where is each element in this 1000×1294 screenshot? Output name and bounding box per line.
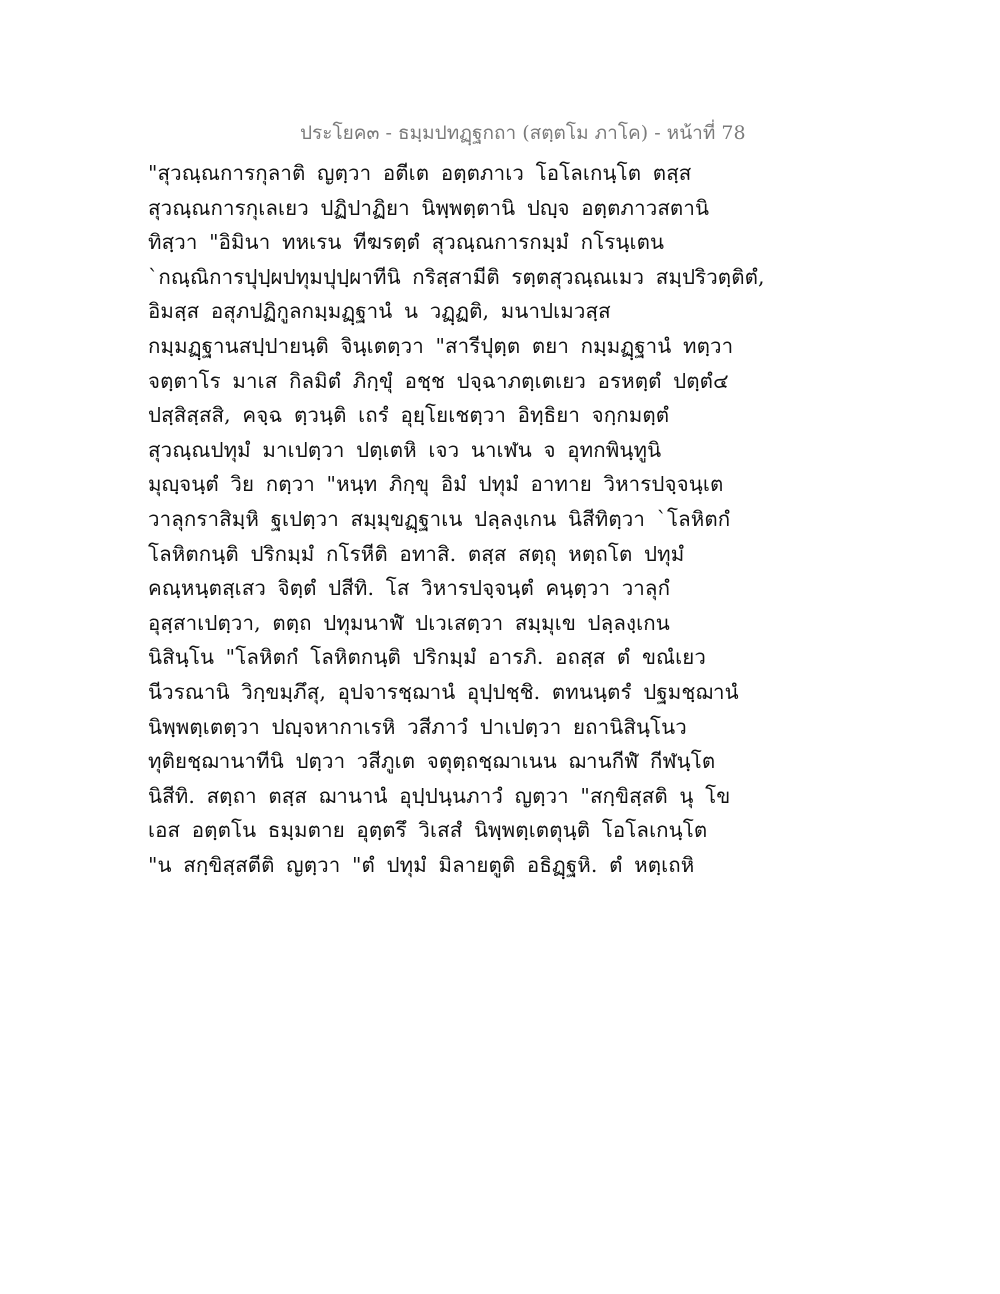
text-line: นิพฺพตฺเตตฺวา ปญฺจหากาเรหิ วสีภาวํ ปาเปตฺวา ยถานิสินฺโนว bbox=[148, 714, 687, 739]
text-line: นิสินฺโน "โลหิตกํ โลหิตกนฺติ ปริกมฺมํ อารภิ. อถสฺส ตํ ขณํเยว bbox=[148, 645, 707, 670]
text-line: ทิสฺวา "อิมินา ทหเรน ทีฆรตฺตํ สุวณฺณการกมฺมํ กโรนฺเตน bbox=[148, 230, 665, 255]
text-line: กมฺมฏฺฐานสปฺปายนฺติ จินฺเตตฺวา "สารีปุตฺต ตยา กมฺมฏฺฐานํ ทตฺวา bbox=[148, 333, 734, 358]
text-line: นีวรณานิ วิกฺขมฺภึสุ, อุปจารชฺฌานํ อุปฺปชฺชิ. ตทนนฺตรํ ปฐมชฺฌานํ bbox=[148, 679, 739, 704]
text-line: สุวณฺณการกุเลเยว ปฏิปาฏิยา นิพฺพตฺตานิ ปญฺจ อตฺตภาวสตานิ bbox=[148, 195, 710, 220]
text-line: ทุติยชฺฌานาทีนิ ปตฺวา วสีภูเต จตุตฺถชฺฌาเนน ฌานกีฬํ กีฬนฺโต bbox=[148, 749, 716, 774]
text-line: "สุวณฺณการกุลาติ ญตฺวา อตีเต อตฺตภาเว โอโลเกนฺโต ตสฺส bbox=[148, 161, 692, 185]
text-line: อุสฺสาเปตฺวา, ตตฺถ ปทุมนาฬํ ปเวเสตฺวา สมฺมุเข ปลฺลงฺเกน bbox=[148, 610, 670, 635]
text-line: "น สกฺขิสฺสตีติ ญตฺวา "ตํ ปทุมํ มิลายตูติ อธิฏฺฐหิ. ตํ หตฺเถหิ bbox=[148, 852, 695, 877]
text-line: มุญฺจนฺตํ วิย กตฺวา "หนฺท ภิกฺขุ อิมํ ปทุมํ อาทาย วิหารปจฺจนฺเต bbox=[148, 472, 724, 497]
text-line: คณฺหนฺตสฺเสว จิตฺตํ ปสีทิ. โส วิหารปจฺจนฺตํ คนฺตฺวา วาลุกํ bbox=[148, 576, 671, 601]
text-line: โลหิตกนฺติ ปริกมฺมํ กโรหีติ อทาสิ. ตสฺส สตฺถุ หตฺถโต ปทุมํ bbox=[148, 541, 685, 566]
running-header: ประโยค๓ - ธมฺมปทฏฺฐกถา (สตฺตโม ภาโค) - หน้าที่ 78 bbox=[300, 122, 746, 144]
text-line: เอส อตฺตโน ธมฺมตาย อุตฺตรึ วิเสสํ นิพฺพตฺเตตุนฺติ โอโลเกนฺโต bbox=[148, 818, 708, 843]
text-line: จตฺตาโร มาเส กิลมิตํ ภิกฺขุํ อชฺช ปจฺฉาภตฺเตเยว อรหตฺตํ ปตฺตํ๔ bbox=[148, 368, 729, 393]
text-line: `กณฺณิการปุปฺผปทุมปุปฺผาทีนิ กริสฺสามีติ รตฺตสุวณฺณเมว สมฺปริวตฺติตํ, bbox=[148, 264, 765, 289]
text-line: นิสีทิ. สตฺถา ตสฺส ฌานานํ อุปฺปนฺนภาวํ ญตฺวา "สกฺขิสฺสติ นุ โข bbox=[148, 783, 731, 808]
text-line: วาลุกราสิมฺหิ ฐเปตฺวา สมฺมุขฏฺฐาเน ปลฺลงฺเกน นิสีทิตฺวา `โลหิตกํ bbox=[148, 506, 731, 531]
text-line: สุวณฺณปทุมํ มาเปตฺวา ปตฺเตหิ เจว นาเฬน จ อุทกพินฺทูนิ bbox=[148, 437, 662, 462]
body-text bbox=[148, 156, 765, 882]
text-line: อิมสฺส อสุภปฏิกูลกมฺมฏฺฐานํ น วฏฺฏติ, มนาปเมวสฺส bbox=[148, 299, 611, 324]
text-line: ปสฺสิสฺสสิ, คจฺฉ ตฺวนฺติ เถรํ อุยฺโยเชตฺวา อิทฺธิยา จกฺกมตฺตํ bbox=[148, 403, 670, 428]
